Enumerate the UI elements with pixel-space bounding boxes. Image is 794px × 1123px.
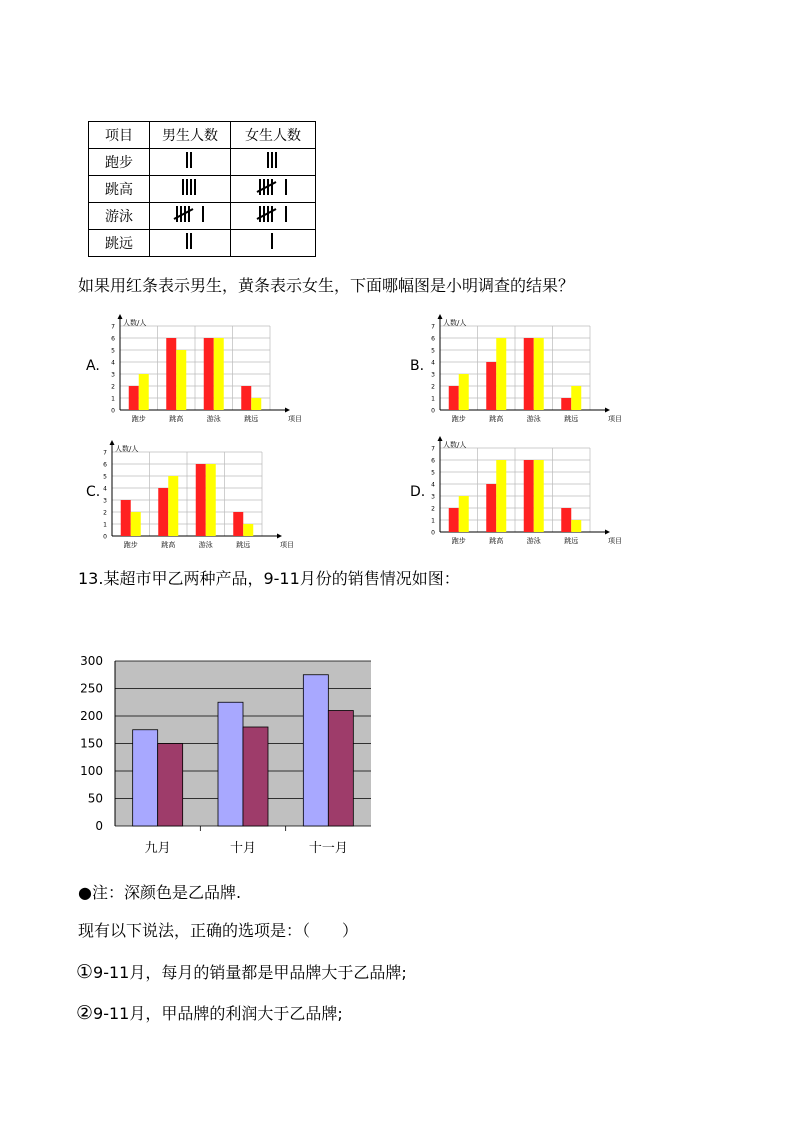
y-tick-label: 5: [431, 469, 435, 477]
y-tick-label: 250: [80, 681, 103, 696]
bar-male: [449, 386, 459, 410]
y-tick-label: 3: [103, 497, 107, 505]
y-axis-arrow: [118, 314, 123, 319]
y-tick-label: 3: [431, 371, 435, 379]
bar-female: [139, 374, 149, 410]
tally-mark: [150, 149, 231, 176]
bar-female: [571, 386, 581, 410]
x-tick-label: 跑步: [131, 415, 146, 423]
statement-1: [76, 960, 407, 983]
table-row: [89, 203, 316, 230]
bar-female: [176, 350, 186, 410]
bar-brand-a: [218, 702, 243, 826]
y-axis-arrow: [438, 436, 443, 441]
statement-2-number: ②: [76, 1002, 94, 1024]
x-tick-label: 九月: [144, 841, 171, 856]
y-tick-label: 2: [103, 509, 107, 517]
bar-male: [524, 460, 534, 532]
y-tick-label: 1: [431, 395, 435, 403]
bar-female: [251, 398, 261, 410]
tally-mark: [150, 230, 231, 257]
option-c-label: C.: [86, 484, 101, 500]
tally-mark: [150, 203, 231, 230]
bar-female: [496, 460, 506, 532]
bar-female: [206, 464, 216, 536]
x-axis-label: 项目: [288, 415, 302, 423]
table-row: [89, 176, 316, 203]
x-tick-label: 十月: [229, 841, 257, 856]
bar-female: [459, 496, 469, 532]
x-tick-label: 跳远: [564, 415, 579, 423]
x-tick-label: 游泳: [198, 541, 213, 549]
tally-mark: [231, 203, 316, 230]
y-tick-label: 3: [111, 371, 115, 379]
x-axis-label: 项目: [280, 541, 294, 549]
bar-female: [571, 520, 581, 532]
bar-male: [561, 398, 571, 410]
y-tick-label: 200: [80, 709, 103, 723]
y-tick-label: 2: [431, 505, 435, 513]
bar-male: [158, 488, 168, 536]
bar-female: [131, 512, 141, 536]
y-axis-label: 人数/人: [443, 441, 467, 449]
x-tick-label: 跑步: [451, 415, 466, 423]
y-tick-label: 2: [431, 383, 435, 391]
bar-male: [241, 386, 251, 410]
item-name: 跳高: [89, 176, 150, 203]
y-tick-label: 5: [111, 347, 115, 355]
x-axis-arrow: [285, 408, 290, 413]
y-tick-label: 1: [103, 521, 107, 529]
option-d-label: D.: [410, 484, 426, 500]
y-tick-label: 300: [80, 654, 103, 668]
x-tick-label: 跳远: [564, 537, 579, 545]
table-row: [89, 230, 316, 257]
header-boys: 男生人数: [150, 122, 231, 149]
y-tick-label: 0: [431, 407, 435, 415]
bar-male: [561, 508, 571, 532]
y-tick-label: 4: [431, 359, 435, 367]
y-tick-label: 3: [431, 493, 435, 501]
item-name: 跳远: [89, 230, 150, 257]
option-a-label: A.: [86, 358, 100, 374]
y-axis-label: 人数/人: [123, 319, 147, 327]
chart-option-d: [420, 432, 620, 550]
chart-option-a: [100, 310, 300, 425]
item-name: 跑步: [89, 149, 150, 176]
x-axis-label: 项目: [608, 415, 622, 423]
bar-brand-b: [328, 711, 353, 827]
y-tick-label: 7: [431, 323, 435, 331]
statement-1-text: 9-11月，每月的销量都是甲品牌大于乙品牌;: [93, 963, 407, 982]
y-tick-label: 5: [103, 473, 107, 481]
tally-mark: [231, 149, 316, 176]
x-axis-label: 项目: [608, 537, 622, 545]
question-12-text: 如果用红条表示男生，黄条表示女生，下面哪幅图是小明调查的结果？: [78, 276, 575, 295]
x-tick-label: 跳远: [236, 541, 251, 549]
y-axis-label: 人数/人: [115, 445, 139, 453]
header-item: 项目: [89, 122, 150, 149]
chart-option-c: [92, 436, 292, 551]
bar-brand-a: [133, 730, 158, 826]
bar-female: [214, 338, 224, 410]
y-axis-label: 人数/人: [443, 319, 467, 327]
x-tick-label: 游泳: [206, 415, 221, 423]
y-tick-label: 6: [431, 457, 435, 465]
y-tick-label: 0: [103, 533, 107, 541]
x-axis-arrow: [605, 530, 610, 535]
y-tick-label: 7: [111, 323, 115, 331]
statement-1-number: ①: [76, 961, 94, 983]
bar-male: [121, 500, 131, 536]
note-text: ●注：深颜色是乙品牌.: [78, 883, 242, 902]
tally-table: [88, 121, 316, 257]
bar-female: [534, 460, 544, 532]
bar-male: [233, 512, 243, 536]
bar-male: [196, 464, 206, 536]
x-axis-arrow: [277, 534, 282, 539]
bar-brand-b: [158, 744, 183, 827]
x-tick-label: 游泳: [526, 415, 541, 423]
bar-female: [459, 374, 469, 410]
x-tick-label: 跑步: [451, 537, 466, 545]
y-tick-label: 6: [431, 335, 435, 343]
y-tick-label: 4: [111, 359, 115, 367]
bar-female: [534, 338, 544, 410]
bar-male: [166, 338, 176, 410]
x-tick-label: 跑步: [123, 541, 138, 549]
x-tick-label: 跳高: [161, 541, 176, 549]
y-tick-label: 0: [431, 529, 435, 537]
x-tick-label: 跳远: [244, 415, 259, 423]
y-axis-arrow: [438, 314, 443, 319]
y-tick-label: 100: [80, 764, 103, 778]
y-axis-arrow: [110, 440, 115, 445]
statement-2-text: 9-11月，甲品牌的利润大于乙品牌;: [93, 1004, 343, 1023]
bar-male: [486, 484, 496, 532]
tally-mark: [150, 176, 231, 203]
y-tick-label: 7: [103, 449, 107, 457]
x-tick-label: 十一月: [308, 841, 348, 856]
chart-option-b: [420, 310, 620, 425]
bar-female: [168, 476, 178, 536]
item-name: 游泳: [89, 203, 150, 230]
x-axis-arrow: [605, 408, 610, 413]
bar-male: [486, 362, 496, 410]
y-tick-label: 7: [431, 445, 435, 453]
tally-mark: [231, 176, 316, 203]
y-tick-label: 6: [103, 461, 107, 469]
tally-mark: [231, 230, 316, 257]
tally-header-row: [89, 122, 316, 149]
y-tick-label: 4: [103, 485, 107, 493]
bar-brand-a: [303, 675, 328, 826]
x-tick-label: 游泳: [526, 537, 541, 545]
bar-female: [243, 524, 253, 536]
x-tick-label: 跳高: [489, 537, 504, 545]
header-girls: 女生人数: [231, 122, 316, 149]
y-tick-label: 1: [111, 395, 115, 403]
x-tick-label: 跳高: [169, 415, 184, 423]
y-tick-label: 0: [111, 407, 115, 415]
y-tick-label: 0: [95, 819, 103, 833]
y-tick-label: 6: [111, 335, 115, 343]
question-13-text: 13.某超市甲乙两种产品，9-11月份的销售情况如图：: [78, 569, 460, 588]
sales-chart: [70, 650, 390, 865]
y-tick-label: 1: [431, 517, 435, 525]
statement-intro: 现有以下说法，正确的选项是：（ ）: [78, 921, 359, 940]
x-tick-label: 跳高: [489, 415, 504, 423]
table-row: [89, 149, 316, 176]
y-tick-label: 4: [431, 481, 435, 489]
y-tick-label: 150: [80, 736, 103, 751]
y-tick-label: 5: [431, 347, 435, 355]
bar-male: [204, 338, 214, 410]
y-tick-label: 50: [87, 791, 103, 806]
bar-male: [449, 508, 459, 532]
statement-2: [76, 1001, 343, 1024]
bar-female: [496, 338, 506, 410]
bar-brand-b: [243, 727, 268, 826]
bar-male: [129, 386, 139, 410]
option-b-label: B.: [410, 358, 425, 374]
bar-male: [524, 338, 534, 410]
y-tick-label: 2: [111, 383, 115, 391]
